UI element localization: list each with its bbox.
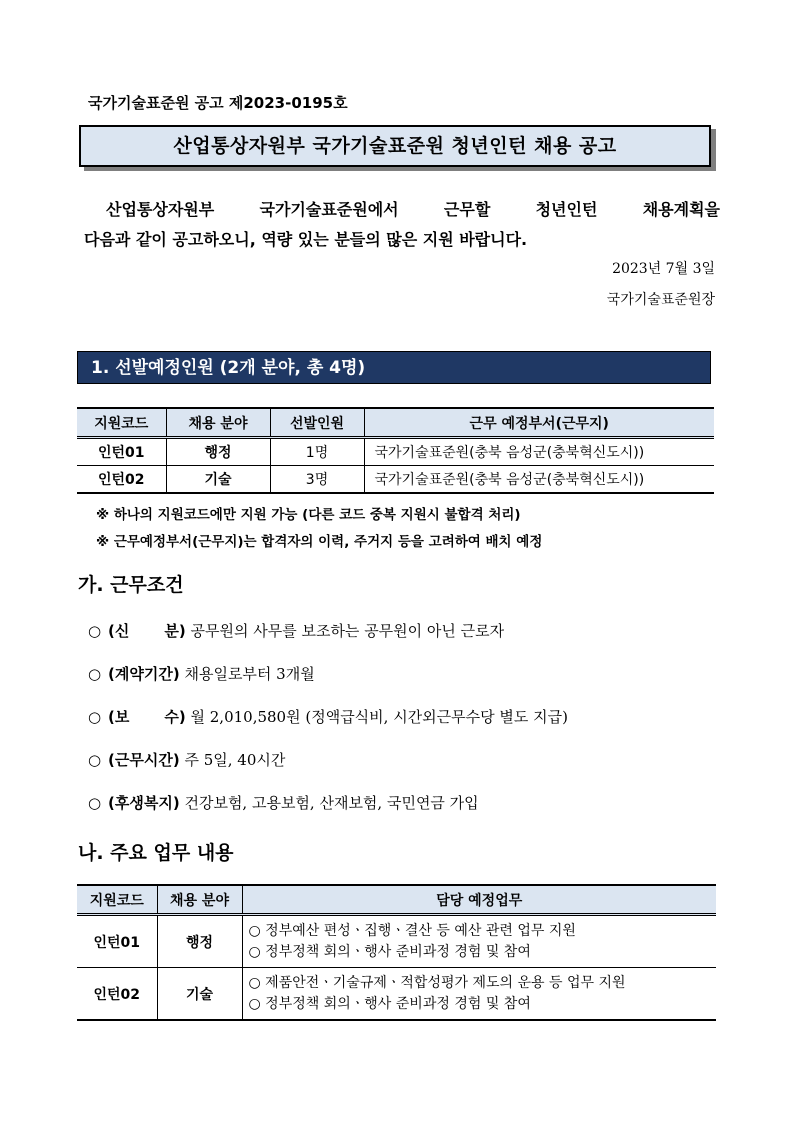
condition-text: 월 2,010,580원 (정액급식비, 시간외근무수당 별도 지급) — [190, 708, 568, 726]
table-header: 채용 분야 — [166, 408, 270, 438]
condition-label: 보 수 — [114, 708, 179, 726]
dept-cell: 국가기술표준원(충북 음성군(충북혁신도시)) — [364, 438, 714, 466]
duty-cell — [242, 915, 716, 968]
condition-label: 신 분 — [114, 622, 179, 640]
field-cell: 행정 — [166, 438, 270, 466]
table-header-row — [77, 885, 716, 915]
dept-cell: 국가기술표준원(충북 음성군(충북혁신도시)) — [364, 466, 714, 494]
field-cell: 기술 — [166, 466, 270, 494]
issuer: 국가기술표준원장 — [606, 292, 715, 308]
section-ga-title: 가. 근무조건 — [78, 574, 184, 596]
intro-word: 국가기술표준원에서 — [259, 200, 399, 219]
condition-welfare: ○ (후생복지) 건강보험, 고용보험, 산재보험, 국민연금 가입 — [88, 794, 479, 812]
condition-pay: ○ (보 수) 월 2,010,580원 (정액급식비, 시간외근무수당 별도 지급) — [88, 708, 568, 726]
condition-text: 채용일로부터 3개월 — [184, 665, 315, 683]
table-header: 담당 예정업무 — [242, 885, 716, 915]
bullet-icon: ○ — [88, 794, 102, 812]
duty-item: ○ 정부정책 회의ㆍ행사 준비과정 경험 및 참여 — [248, 943, 531, 960]
condition-status: ○ (신 분) 공무원의 사무를 보조하는 공무원이 아닌 근로자 — [88, 622, 505, 640]
table-header: 채용 분야 — [157, 885, 242, 915]
table-header: 지원코드 — [77, 885, 157, 915]
field-cell: 기술 — [157, 968, 242, 1021]
field-cell: 행정 — [157, 915, 242, 968]
code-cell: 인턴02 — [77, 968, 157, 1021]
intro-word: 근무할 — [443, 200, 491, 219]
bullet-icon: ○ — [88, 708, 102, 726]
code-cell: 인턴02 — [77, 466, 166, 494]
condition-label: 후생복지 — [114, 794, 173, 812]
condition-contract: ○ (계약기간) 채용일로부터 3개월 — [88, 665, 315, 683]
bullet-icon: ○ — [88, 665, 102, 683]
table-header: 선발인원 — [270, 408, 364, 438]
bullet-icon: ○ — [88, 622, 102, 640]
intro-paragraph — [84, 195, 720, 255]
table-row — [77, 466, 714, 494]
table-row — [77, 968, 716, 1021]
announcement-date: 2023년 7월 3일 — [612, 261, 715, 277]
intro-line-1 — [84, 195, 720, 225]
intro-line-2: 다음과 같이 공고하오니, 역량 있는 분들의 많은 지원 바랍니다. — [84, 230, 528, 249]
table-header: 근무 예정부서(근무지) — [364, 408, 714, 438]
notice-number: 국가기술표준원 공고 제2023-0195호 — [88, 94, 348, 112]
condition-text: 건강보험, 고용보험, 산재보험, 국민연금 가입 — [184, 794, 479, 812]
code-cell: 인턴01 — [77, 915, 157, 968]
condition-text: 주 5일, 40시간 — [184, 751, 286, 769]
intro-word: 채용계획을 — [642, 200, 720, 219]
selection-table — [77, 407, 714, 494]
table-header: 지원코드 — [77, 408, 166, 438]
note-placement: ※ 근무예정부서(근무지)는 합격자의 이력, 주거지 등을 고려하여 배치 예정 — [96, 534, 543, 550]
condition-text: 공무원의 사무를 보조하는 공무원이 아닌 근로자 — [190, 622, 505, 640]
duty-item: ○ 제품안전ㆍ기술규제ㆍ적합성평가 제도의 운용 등 업무 지원 — [248, 974, 626, 991]
condition-label: 근무시간 — [114, 751, 173, 769]
intro-word: 청년인턴 — [535, 200, 598, 219]
table-header-row — [77, 408, 714, 438]
duty-cell — [242, 968, 716, 1021]
section-na-title: 나. 주요 업무 내용 — [78, 842, 234, 864]
bullet-icon: ○ — [88, 751, 102, 769]
condition-label: 계약기간 — [114, 665, 173, 683]
section-1-title: 1. 선발예정인원 (2개 분야, 총 4명) — [77, 351, 711, 384]
duty-item: ○ 정부정책 회의ㆍ행사 준비과정 경험 및 참여 — [248, 995, 531, 1012]
condition-hours: ○ (근무시간) 주 5일, 40시간 — [88, 751, 286, 769]
code-cell: 인턴01 — [77, 438, 166, 466]
count-cell: 3명 — [270, 466, 364, 494]
intro-word: 산업통상자원부 — [106, 200, 215, 219]
table-row — [77, 915, 716, 968]
count-cell: 1명 — [270, 438, 364, 466]
note-single-code: ※ 하나의 지원코드에만 지원 가능 (다른 코드 중복 지원시 불합격 처리) — [96, 507, 521, 523]
duties-table — [77, 884, 716, 1021]
duty-item: ○ 정부예산 편성ㆍ집행ㆍ결산 등 예산 관련 업무 지원 — [248, 922, 576, 939]
table-row — [77, 438, 714, 466]
page-title: 산업통상자원부 국가기술표준원 청년인턴 채용 공고 — [79, 125, 711, 167]
